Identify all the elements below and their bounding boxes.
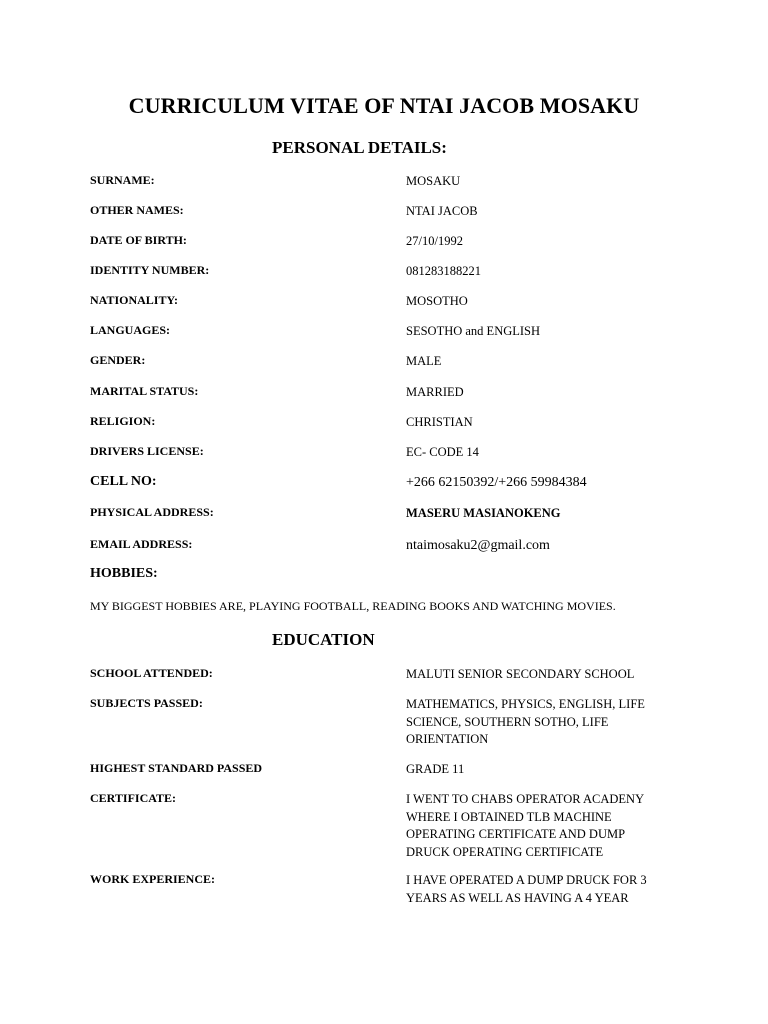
field-label: NATIONALITY: bbox=[90, 293, 179, 307]
field-label: EMAIL ADDRESS: bbox=[90, 537, 193, 551]
field-label: DATE OF BIRTH: bbox=[90, 233, 187, 247]
field-value: MOSAKU bbox=[406, 174, 461, 188]
hobbies-heading: HOBBIES: bbox=[90, 566, 158, 581]
field-label: CERTIFICATE: bbox=[90, 791, 177, 805]
field-value: MOSOTHO bbox=[406, 294, 468, 308]
field-value: +266 62150392/+266 59984384 bbox=[406, 475, 587, 490]
field-label: SUBJECTS PASSED: bbox=[90, 696, 203, 710]
field-value: MALUTI SENIOR SECONDARY SCHOOL bbox=[406, 667, 635, 681]
personal-details-heading: PERSONAL DETAILS: bbox=[272, 138, 447, 157]
field-value: CHRISTIAN bbox=[406, 415, 473, 429]
field-label: IDENTITY NUMBER: bbox=[90, 263, 210, 277]
field-value: MARRIED bbox=[406, 385, 464, 399]
document-title: CURRICULUM VITAE OF NTAI JACOB MOSAKU bbox=[128, 93, 640, 118]
field-value: 27/10/1992 bbox=[406, 234, 463, 248]
field-value: 081283188221 bbox=[406, 264, 481, 278]
field-label: OTHER NAMES: bbox=[90, 203, 184, 217]
field-label: GENDER: bbox=[90, 353, 146, 367]
field-value: ntaimosaku2@gmail.com bbox=[406, 538, 550, 553]
field-label: HIGHEST STANDARD PASSED bbox=[90, 761, 263, 775]
field-label: RELIGION: bbox=[90, 414, 156, 428]
field-label: CELL NO: bbox=[90, 474, 157, 489]
field-value: SESOTHO and ENGLISH bbox=[406, 324, 541, 338]
field-value: MATHEMATICS, PHYSICS, ENGLISH, LIFE SCIENCE, SOUTHERN SOTHO, LIFE ORIENTATION bbox=[406, 697, 645, 746]
field-value: GRADE 11 bbox=[406, 762, 465, 776]
field-label: SURNAME: bbox=[90, 173, 155, 187]
field-value: NTAI JACOB bbox=[406, 204, 478, 218]
field-label: WORK EXPERIENCE: bbox=[90, 872, 216, 886]
field-value: I HAVE OPERATED A DUMP DRUCK FOR 3 YEARS AS WELL AS HAVING A 4 YEAR bbox=[406, 873, 647, 905]
field-label: MARITAL STATUS: bbox=[90, 384, 199, 398]
hobbies-text: MY BIGGEST HOBBIES ARE, PLAYING FOOTBALL, READING BOOKS AND WATCHING MOVIES. bbox=[90, 599, 616, 613]
field-value: I WENT TO CHABS OPERATOR ACADENY WHERE I OBTAINED TLB MACHINE OPERATING CERTIFICATE AND DUMP DRUCK OPERATING CERTIFICATE bbox=[406, 792, 644, 859]
field-value: MASERU MASIANOKENG bbox=[406, 506, 561, 520]
field-value: EC- CODE 14 bbox=[406, 445, 479, 459]
field-label: LANGUAGES: bbox=[90, 323, 171, 337]
education-heading: EDUCATION bbox=[272, 630, 375, 649]
field-label: DRIVERS LICENSE: bbox=[90, 444, 204, 458]
field-label: PHYSICAL ADDRESS: bbox=[90, 505, 214, 519]
field-label: SCHOOL ATTENDED: bbox=[90, 666, 213, 680]
field-value: MALE bbox=[406, 354, 442, 368]
